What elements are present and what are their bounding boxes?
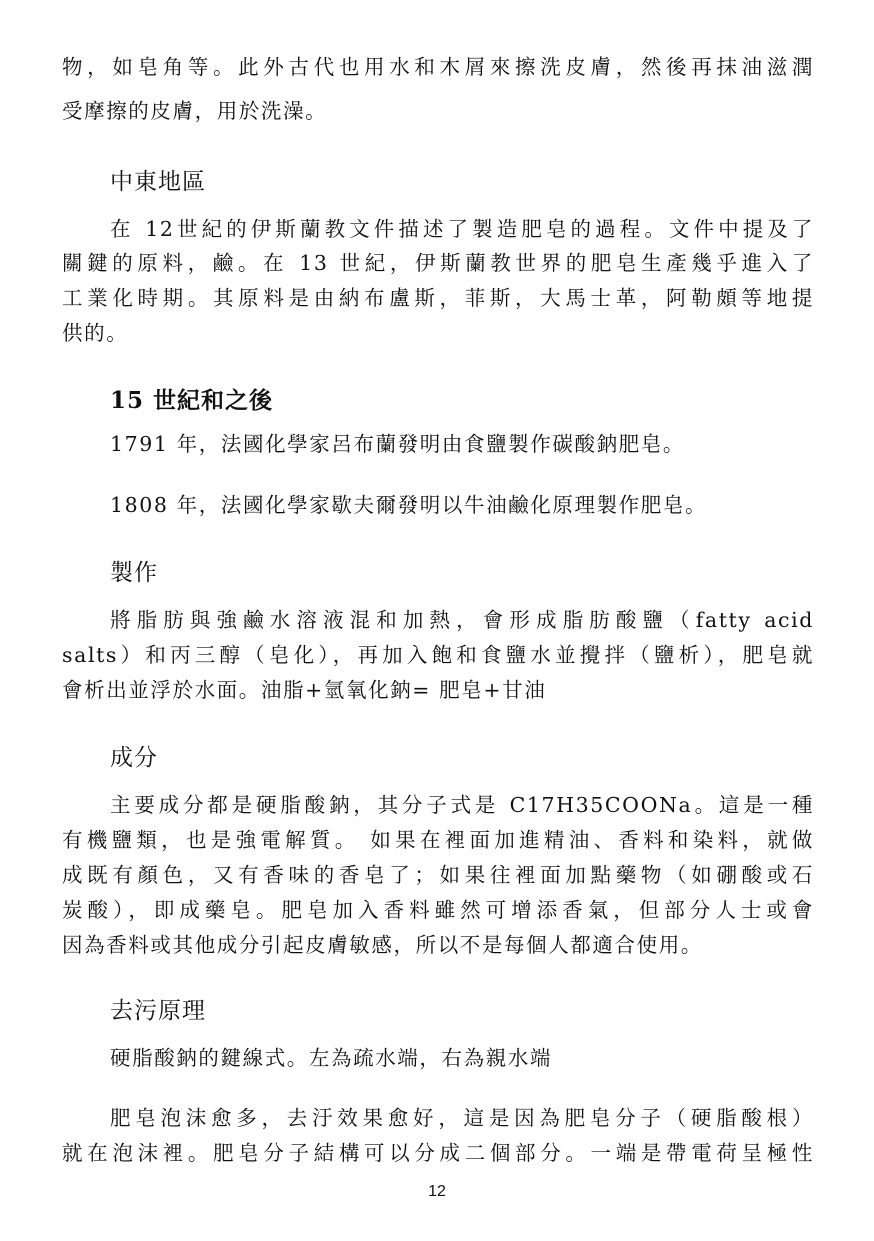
middle-east-line-1: 在 12世紀的伊斯蘭教文件描述了製造肥皂的過程。文件中提及了 <box>110 217 814 241</box>
intro-line-1: 物，如皂角等。此外古代也用水和木屑來擦洗皮膚，然後再抹油滋潤 <box>62 55 814 79</box>
page-number: 12 <box>428 1183 446 1200</box>
cleaning-figure-caption: 硬脂酸鈉的鍵線式。左為疏水端，右為親水端 <box>110 1046 552 1070</box>
century15-paragraph-2: 1808 年，法國化學家歇夫爾發明以牛油鹼化原理製作肥皂。 <box>110 493 708 517</box>
making-line-2: salts）和丙三醇（皂化），再加入飽和食鹽水並攪拌（鹽析），肥皂就 <box>62 643 814 667</box>
section-heading-middle-east: 中東地區 <box>110 169 206 195</box>
middle-east-line-3: 工業化時期。其原料是由納布盧斯，菲斯，大馬士革，阿勒頗等地提 <box>62 286 814 310</box>
section-heading-cleaning-principle: 去污原理 <box>110 998 206 1024</box>
section-heading-making: 製作 <box>110 560 158 586</box>
cleaning-line-2: 就在泡沫裡。肥皂分子結構可以分成二個部分。一端是帶電荷呈極性 <box>62 1141 814 1165</box>
middle-east-line-4: 供的。 <box>62 321 129 345</box>
ingredients-line-2: 有機鹽類，也是強電解質。 如果在裡面加進精油、香料和染料，就做 <box>62 828 814 852</box>
section-heading-15th-century: 15 世紀和之後 <box>110 387 274 414</box>
cleaning-line-1: 肥皂泡沫愈多，去汙效果愈好，這是因為肥皂分子（硬脂酸根） <box>110 1106 814 1130</box>
section-heading-ingredients: 成分 <box>110 745 158 771</box>
making-line-1: 將脂肪與強鹼水溶液混和加熱，會形成脂肪酸鹽（fatty acid <box>110 608 814 632</box>
ingredients-line-5: 因為香料或其他成分引起皮膚敏感，所以不是每個人都適合使用。 <box>62 933 703 957</box>
ingredients-line-1: 主要成分都是硬脂酸鈉，其分子式是 C17H35COONa。這是一種 <box>110 793 814 817</box>
intro-line-2: 受摩擦的皮膚，用於洗澡。 <box>62 99 328 123</box>
making-line-3: 會析出並浮於水面。油脂+氫氧化鈉= 肥皂+甘油 <box>62 678 547 702</box>
ingredients-line-4: 炭酸），即成藥皂。肥皂加入香料雖然可增添香氣，但部分人士或會 <box>62 898 814 922</box>
ingredients-line-3: 成既有顏色，又有香味的香皂了；如果往裡面加點藥物（如硼酸或石 <box>62 863 814 887</box>
middle-east-line-2: 關鍵的原料，鹼。在 13 世紀，伊斯蘭教世界的肥皂生產幾乎進入了 <box>62 251 814 275</box>
century15-paragraph-1: 1791 年，法國化學家呂布蘭發明由食鹽製作碳酸鈉肥皂。 <box>110 432 685 456</box>
